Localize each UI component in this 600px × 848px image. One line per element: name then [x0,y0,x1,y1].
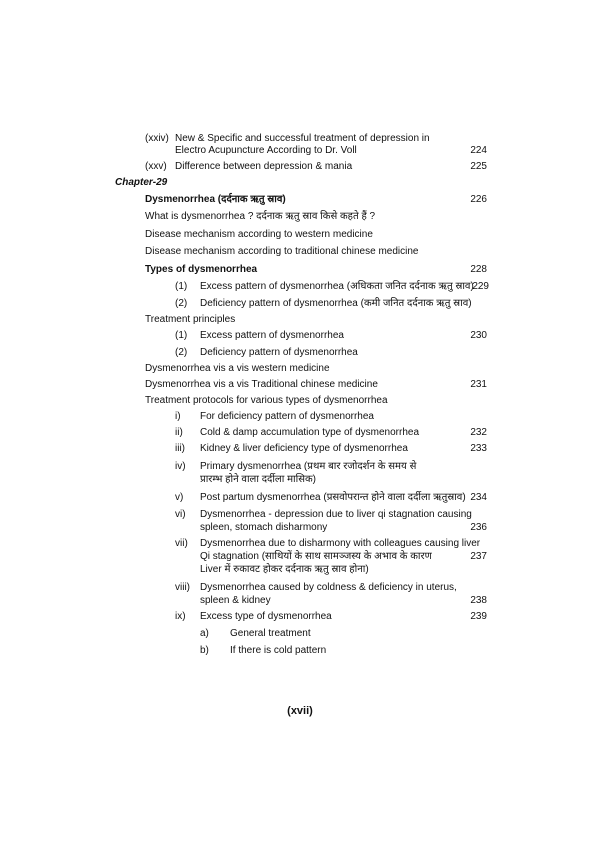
toc-num-a: a) [200,628,209,639]
toc-num-r4: iv) [175,461,186,472]
toc-page-r3: 233 [470,443,487,454]
toc-entry-r6-line1: Dysmenorrhea - depression due to liver qi stagnation causing [200,509,472,520]
toc-page-r8: 238 [470,595,487,606]
toc-entry-r7-line1: Dysmenorrhea due to disharmony with colleagues causing liver [200,538,481,549]
toc-page-r7: 237 [470,551,487,562]
toc-page-r5: 234 [470,492,487,503]
toc-num-r7: vii) [175,538,188,549]
toc-entry-principle1: Excess pattern of dysmenorrhea [200,330,344,341]
toc-entry-r2: Cold & damp accumulation type of dysmenorrhea [200,427,420,438]
toc-entry-r7-line2: Qi stagnation (साथियों के साथ सामञ्जस्य के अभाव के कारण [200,551,432,562]
toc-page-dysmenorrhea: 226 [470,194,487,205]
toc-entry-a: General treatment [230,628,311,639]
toc-entry-r7-line3: Liver में रुकावट होकर दर्दनाक ऋतु स्राव होना) [200,564,369,575]
toc-entry-xxiv-line1: New & Specific and successful treatment of depression in [175,133,430,144]
toc-entry-type1: Excess pattern of dysmenorrhea (अधिकता जनित दर्दनाक ऋतु स्राव) [200,281,474,292]
toc-num-r3: iii) [175,443,185,454]
toc-entry-xxv: Difference between depression & mania [175,161,353,172]
toc-num-principle1: (1) [175,330,188,341]
toc-entry-type2: Deficiency pattern of dysmenorrhea (कमी जनित दर्दनाक ऋतु स्राव) [200,298,472,309]
toc-entry-r4-line2: प्रारम्भ होने वाला दर्दीला मासिक) [200,474,316,485]
toc-mech-western: Disease mechanism according to western medicine [145,229,373,240]
toc-num-r6: vi) [175,509,186,520]
toc-page-types: 228 [470,264,487,275]
toc-num-b: b) [200,645,209,656]
toc-vis-western: Dysmenorrhea vis a vis western medicine [145,363,330,374]
toc-page-r2: 232 [470,427,487,438]
toc-page-xxv: 225 [470,161,487,172]
toc-num-r5: v) [175,492,184,503]
toc-dysmenorrhea-title: Dysmenorrhea (दर्दनाक ऋतु स्राव) [145,194,286,205]
toc-types-title: Types of dysmenorrhea [145,264,258,275]
toc-num-r1: i) [175,411,181,422]
toc-principles: Treatment principles [145,314,236,325]
toc-num-r2: ii) [175,427,183,438]
toc-page-type1: 229 [472,281,489,292]
toc-mech-chinese: Disease mechanism according to traditional chinese medicine [145,246,419,257]
toc-page-principle1: 230 [470,330,487,341]
toc-page-vis: 231 [470,379,487,390]
toc-entry-b: If there is cold pattern [230,645,327,656]
toc-entry-r9: Excess type of dysmenorrhea [200,611,332,622]
toc-entry-r3: Kidney & liver deficiency type of dysmenorrhea [200,443,408,454]
toc-vis-chinese: Dysmenorrhea vis a vis Traditional chinese medicine [145,379,378,390]
toc-entry-xxiv-line2: Electro Acupuncture According to Dr. Voll [175,145,357,156]
toc-entry-r8-line2: spleen & kidney [200,595,271,606]
toc-page-r9: 239 [470,611,487,622]
toc-num-r9: ix) [175,611,186,622]
toc-what-is: What is dysmenorrhea ? दर्दनाक ऋतु स्राव किसे कहते हैं ? [145,211,376,222]
toc-entry-r6-line2: spleen, stomach disharmony [200,522,328,533]
toc-entry-r1: For deficiency pattern of dysmenorrhea [200,411,374,422]
toc-num-xxv: (xxv) [145,161,167,172]
toc-entry-r5: Post partum dysmenorrhea (प्रसवोपरान्त होने वाला दर्दीला ऋतुस्राव) [200,492,466,503]
toc-page-xxiv: 224 [470,145,487,156]
toc-num-principle2: (2) [175,347,188,358]
toc-entry-r8-line1: Dysmenorrhea caused by coldness & deficiency in uterus, [200,582,457,593]
toc-protocols: Treatment protocols for various types of dysmenorrhea [145,395,388,406]
toc-num-r8: viii) [175,582,190,593]
toc-entry-principle2: Deficiency pattern of dysmenorrhea [200,347,358,358]
toc-entry-r4-line1: Primary dysmenorrhea (प्रथम बार रजोदर्शन के समय से [200,461,417,472]
toc-num-xxiv: (xxiv) [145,133,169,144]
toc-page-r6: 236 [470,522,487,533]
chapter-heading: Chapter-29 [115,177,168,188]
page-number-footer: (xvii) [287,705,313,717]
toc-num-type2: (2) [175,298,188,309]
toc-num-type1: (1) [175,281,188,292]
